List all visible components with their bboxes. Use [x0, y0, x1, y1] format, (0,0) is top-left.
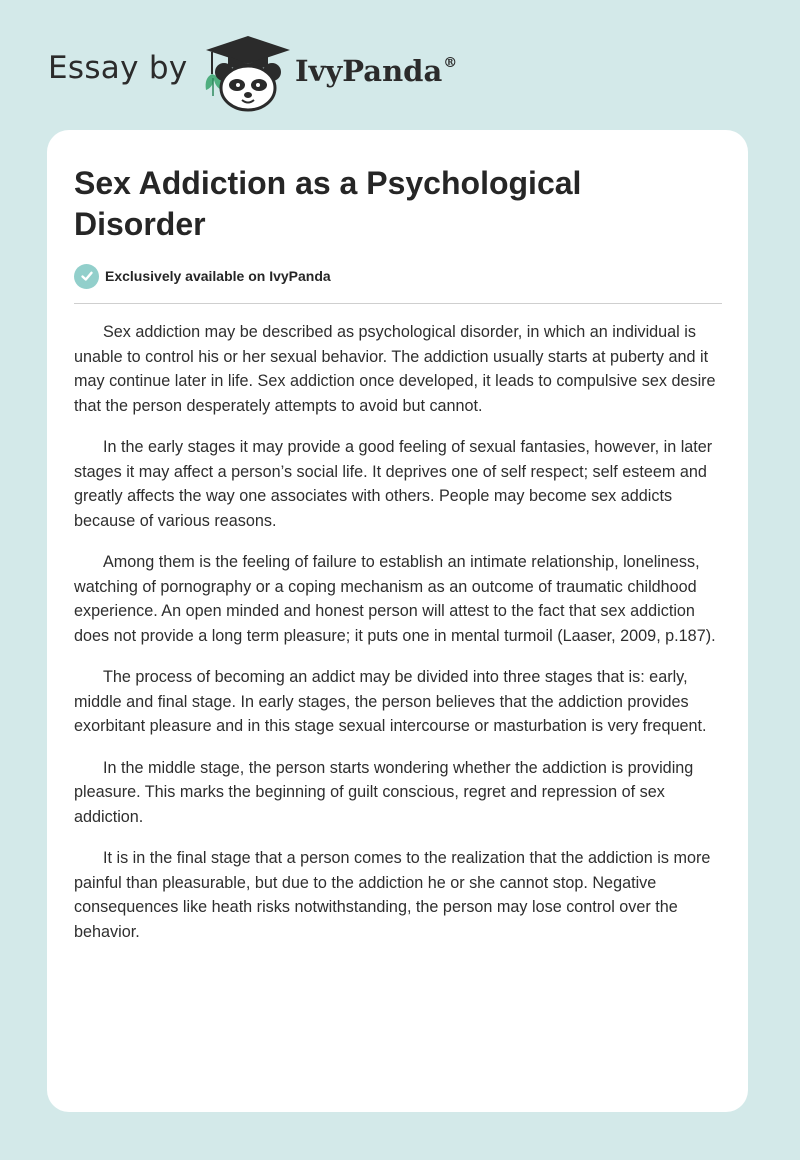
registered-mark: ® — [443, 55, 458, 71]
article-card — [47, 130, 748, 1112]
brand-name[interactable]: IvyPanda® — [295, 54, 458, 88]
essay-by-label: Essay by — [48, 50, 188, 86]
paragraph: In the middle stage, the person starts wondering whether the addiction is providing pleasure. This marks the beginning of guilt conscious, regret and repression of sex addiction. — [74, 758, 694, 826]
check-icon — [74, 264, 99, 289]
paragraph: In the early stages it may provide a good feeling of sexual fantasies, however, in later stages it may affect a person’s social life. It deprives one of self respect; self esteem and greatly affects the way one associates with others. People may become sex addicts because of various reasons. — [74, 438, 713, 530]
page-title: Sex Addiction as a Psychological Disorder — [74, 165, 582, 242]
panda-graduate-icon[interactable] — [202, 34, 294, 112]
article-body — [74, 320, 722, 961]
site-header — [48, 30, 548, 110]
paragraph: The process of becoming an addict may be divided into three stages that is: early, middle and final stage. In early stages, the person believes that the addiction provides exorbitant pleasure and in this stage sexual intercourse or masturbation is very frequent. — [74, 668, 707, 735]
exclusive-badge — [74, 263, 331, 289]
paragraph: Sex addiction may be described as psychological disorder, in which an individual is unable to control his or her sexual behavior. The addiction usually starts at puberty and it may continue later in life. Sex addiction once developed, it leads to compulsive sex desire that the person desperately attempts to avoid but cannot. — [74, 323, 716, 415]
divider — [74, 303, 722, 304]
paragraph: It is in the final stage that a person comes to the realization that the addiction is more painful than pleasurable, but due to the addiction he or she cannot stop. Negative consequences like heath risks notwithstanding, the person may lose control over the behavior. — [74, 849, 711, 941]
paragraph: Among them is the feeling of failure to establish an intimate relationship, loneliness, watching of pornography or a coping mechanism as an outcome of traumatic childhood experience. An open minded and honest person will attest to the fact that sex addiction does not provide a long term pleasure; it puts one in mental turmoil (Laaser, 2009, p.187). — [74, 553, 716, 645]
badge-label: Exclusively available on IvyPanda — [105, 268, 331, 284]
